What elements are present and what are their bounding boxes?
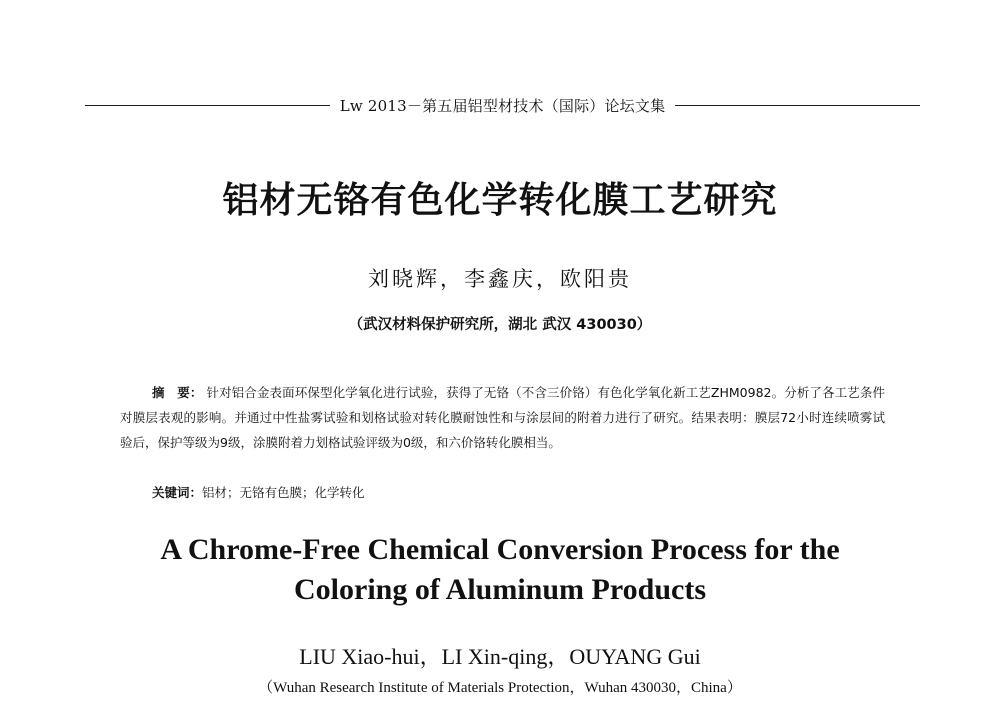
abstract-label: 摘 要： (152, 385, 203, 400)
keywords-label: 关键词： (152, 485, 203, 500)
running-header-text: Lw 2013－第五届铝型材技术（国际）论坛文集 (339, 96, 666, 115)
keywords-text: 铝材；无铬有色膜；化学转化 (202, 485, 365, 500)
english-affiliation: （Wuhan Research Institute of Materials Protection，Wuhan 430030，China） (258, 680, 742, 696)
english-title-line-2: Coloring of Aluminum Products (294, 573, 706, 606)
chinese-title: 铝材无铬有色化学转化膜工艺研究 (222, 180, 778, 221)
chinese-authors: 刘晓辉，李鑫庆，欧阳贵 (368, 267, 632, 291)
english-authors: LIU Xiao-hui，LI Xin-qing，OUYANG Gui (299, 644, 701, 669)
header-rule-right (675, 105, 920, 106)
running-header (85, 93, 920, 117)
abstract-text: 针对铝合金表面环保型化学氧化进行试验，获得了无铬（不含三价铬）有色化学氧化新工艺ZHM0982。分析了各工艺条件对膜层表观的影响。并通过中性盐雾试验和划格试验对转化膜耐蚀性和与涂层间的附着力进行了研究。结果表明：膜层72小时连续喷雾试验后，保护等级为9级，涂膜附着力划格试验评级为0级，和六价铬转化膜相当。 (120, 385, 885, 450)
chinese-affiliation: （武汉材料保护研究所，湖北 武汉 430030） (348, 317, 652, 333)
english-title (0, 530, 1000, 610)
english-title-line-1: A Chrome-Free Chemical Conversion Process for the (160, 533, 840, 566)
chinese-abstract (120, 380, 885, 455)
header-rule-left (85, 105, 330, 106)
chinese-keywords (152, 480, 882, 505)
